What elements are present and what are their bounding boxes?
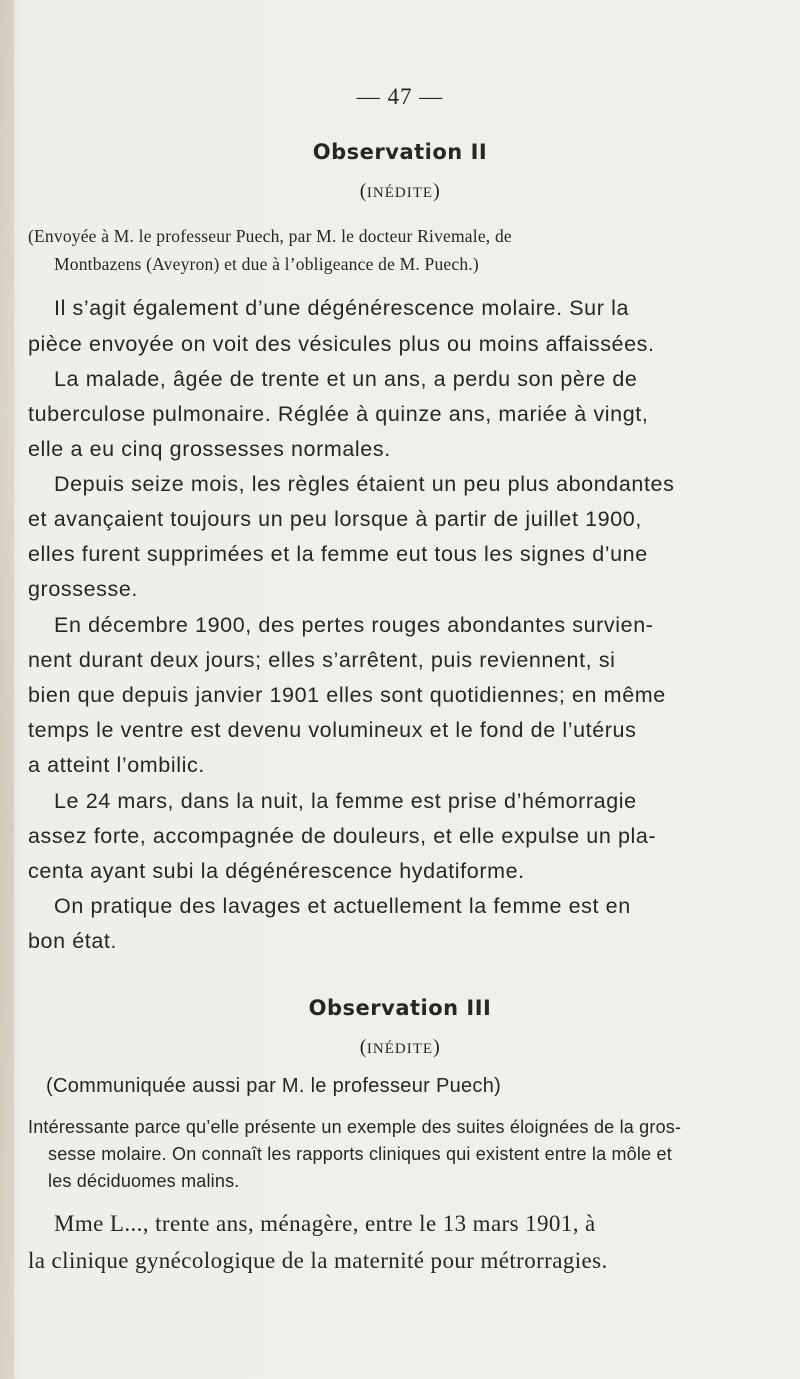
page-number: — 47 — xyxy=(356,84,444,109)
observation-2-line: En décembre 1900, des pertes rouges abondantes survien- xyxy=(54,613,654,637)
observation-3-status: (INÉDITE) xyxy=(359,1036,441,1058)
observation-2-title: Observation II xyxy=(312,140,488,164)
observation-2-status: (INÉDITE) xyxy=(359,180,441,202)
observation-2-line: La malade, âgée de trente et un ans, a perdu son père de xyxy=(54,367,638,391)
page-edge-stain xyxy=(0,0,14,1379)
observation-2-line: tuberculose pulmonaire. Réglée à quinze ans, mariée à vingt, xyxy=(28,402,649,426)
observation-3-note-line: sesse molaire. On connaît les rapports cliniques qui existent entre la môle et xyxy=(48,1144,672,1164)
observation-2-line: Il s’agit également d’une dégénérescence molaire. Sur la xyxy=(54,296,630,320)
observation-2-line: centa ayant subi la dégénérescence hydatiforme. xyxy=(28,859,525,883)
observation-2-line: a atteint l’ombilic. xyxy=(28,753,205,777)
observation-3-title: Observation III xyxy=(308,996,492,1020)
observation-2-line: temps le ventre est devenu volumineux et le fond de l’utérus xyxy=(28,718,637,742)
observation-2-line: Depuis seize mois, les règles étaient un peu plus abondantes xyxy=(54,472,675,496)
observation-3-note-line: Intéressante parce qu’elle présente un exemple des suites éloignées de la gros- xyxy=(28,1117,682,1137)
observation-2-line: et avançaient toujours un peu lorsque à partir de juillet 1900, xyxy=(28,507,642,531)
observation-3-body-line: la clinique gynécologique de la maternité pour métrorragies. xyxy=(28,1248,608,1273)
observation-2-line: On pratique des lavages et actuellement la femme est en xyxy=(54,894,631,918)
observation-2-line: nent durant deux jours; elles s’arrêtent, puis reviennent, si xyxy=(28,648,616,672)
observation-2-line: assez forte, accompagnée de douleurs, et elle expulse un pla- xyxy=(28,824,657,848)
observation-3-communication: (Communiquée aussi par M. le professeur Puech) xyxy=(46,1075,502,1097)
observation-3-body-line: Mme L..., trente ans, ménagère, entre le 13 mars 1901, à xyxy=(54,1211,596,1236)
observation-3-note-line: les déciduomes malins. xyxy=(48,1171,240,1191)
observation-2-line: elles furent supprimées et la femme eut tous les signes d’une xyxy=(28,542,648,566)
observation-2-line: Montbazens (Aveyron) et due à l’obligeance de M. Puech.) xyxy=(54,254,479,274)
observation-2-line: elle a eu cinq grossesses normales. xyxy=(28,437,391,461)
observation-2-line: Le 24 mars, dans la nuit, la femme est prise d’hémorragie xyxy=(54,789,637,813)
observation-2-status-text: INÉDITE xyxy=(366,185,434,201)
observation-3-status-text: INÉDITE xyxy=(366,1041,434,1057)
observation-2-line: pièce envoyée on voit des vésicules plus ou moins affaissées. xyxy=(28,332,655,356)
observation-2-line: bien que depuis janvier 1901 elles sont quotidiennes; en même xyxy=(28,683,666,707)
observation-2-line: (Envoyée à M. le professeur Puech, par M. le docteur Rivemale, de xyxy=(28,226,512,246)
observation-2-line: grossesse. xyxy=(28,577,138,601)
observation-2-line: bon état. xyxy=(28,929,118,953)
